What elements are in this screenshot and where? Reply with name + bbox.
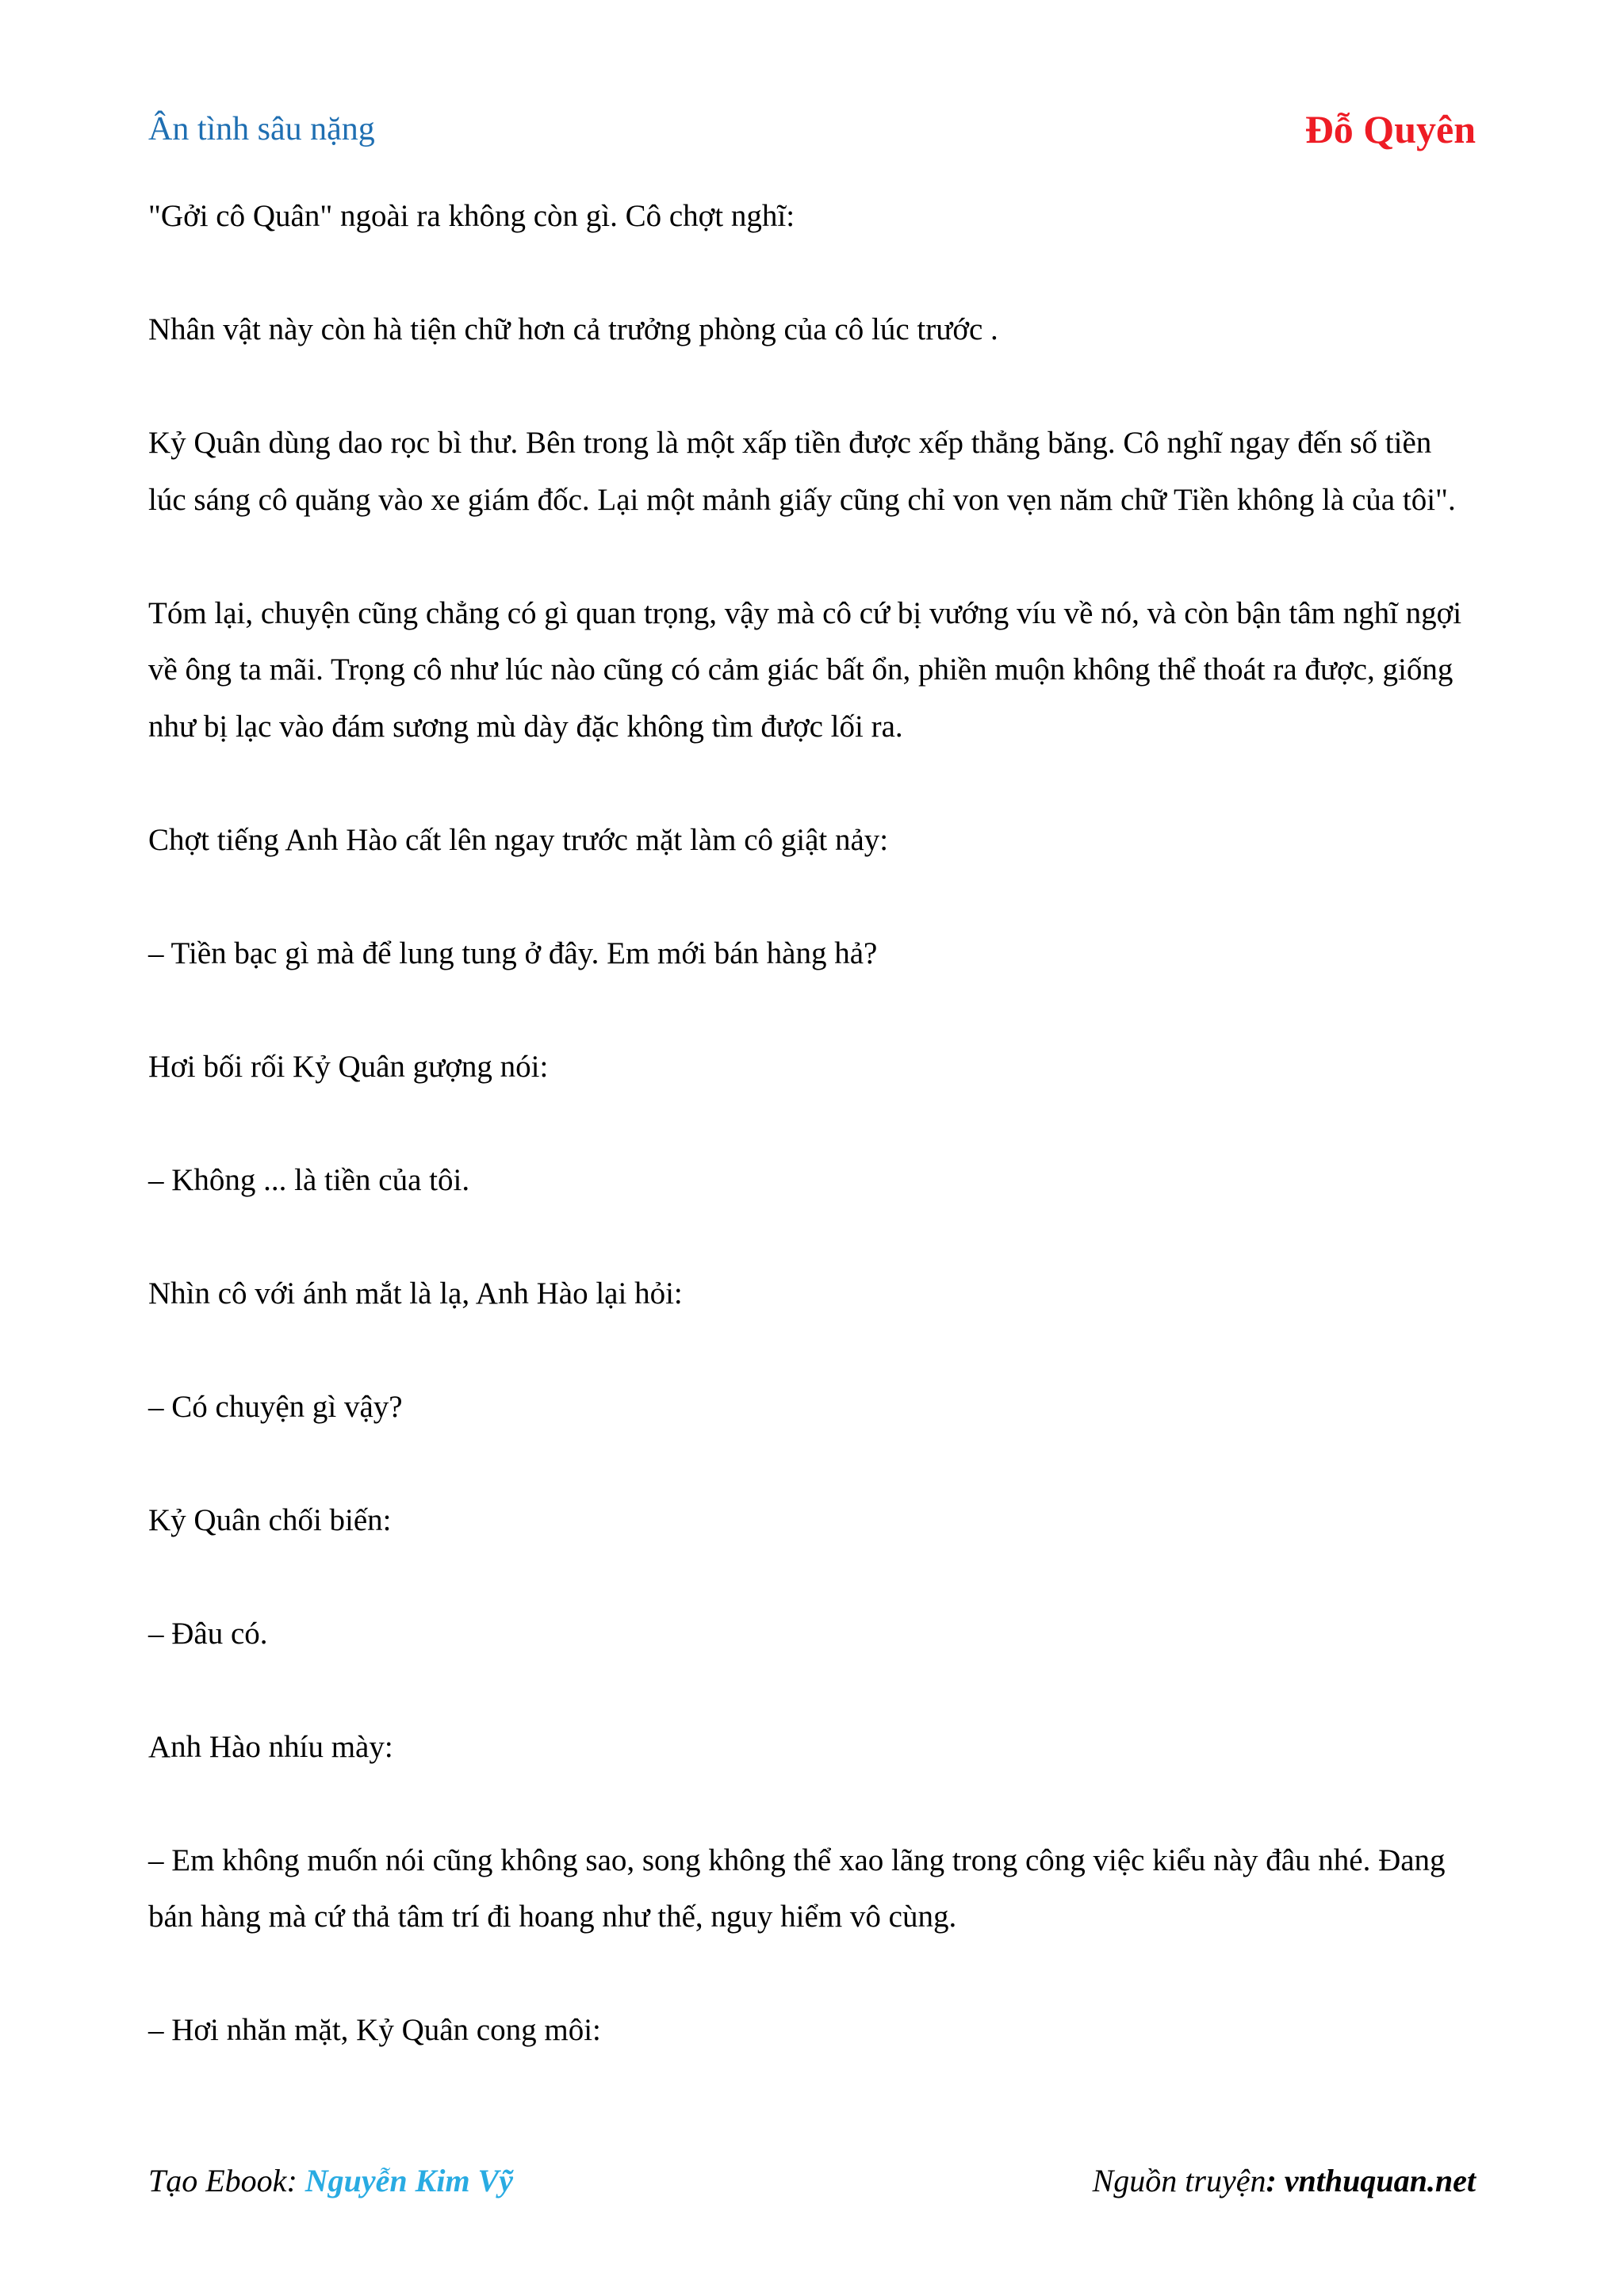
- book-author: Đỗ Quyên: [1304, 107, 1476, 151]
- book-title: Ân tình sâu nặng: [148, 111, 375, 147]
- paragraph: – Không ... là tiền của tôi.: [148, 1162, 470, 1197]
- paragraph: – Đâu có.: [148, 1616, 268, 1651]
- page-footer: [148, 2153, 1476, 2209]
- paragraph: – Có chuyện gì vậy?: [148, 1389, 403, 1424]
- paragraph: Tóm lại, chuyện cũng chẳng có gì quan trọng, vậy mà cô cứ bị vướng víu về nó, và còn bận tâm nghĩ ngợi về ông ta mãi. Trọng cô như lúc nào cũng có cảm giác bất ổn, phiền muộn không thể thoát ra được, giống như bị lạc vào đám sương mù dày đặc không tìm được lối ra.: [148, 595, 1462, 744]
- ebook-creator-name: Nguyễn Kim Vỹ: [304, 2163, 513, 2198]
- paragraph: – Hơi nhăn mặt, Kỷ Quân cong môi:: [148, 2013, 601, 2047]
- page-header: [148, 101, 1476, 157]
- paragraph: "Gởi cô Quân" ngoài ra không còn gì. Cô chợt nghĩ:: [148, 199, 795, 233]
- paragraph: Kỷ Quân chối biến:: [148, 1502, 392, 1537]
- paragraph: Nhân vật này còn hà tiện chữ hơn cả trưởng phòng của cô lúc trước .: [148, 312, 998, 346]
- paragraph: Kỷ Quân dùng dao rọc bì thư. Bên trong là một xấp tiền được xếp thẳng băng. Cô nghĩ ngay đến số tiền lúc sáng cô quăng vào xe giám đốc. Lại một mảnh giấy cũng chỉ von vẹn năm chữ Tiền không là của tôi".: [148, 426, 1456, 517]
- paragraph: Anh Hào nhíu mày:: [148, 1729, 393, 1764]
- source-label: Nguồn truyện: [1092, 2163, 1266, 2198]
- page-content: [148, 188, 1476, 2115]
- paragraph: – Em không muốn nói cũng không sao, song không thể xao lãng trong công việc kiểu này đâu nhé. Đang bán hàng mà cứ thả tâm trí đi hoang như thế, nguy hiểm vô cùng.: [148, 1843, 1446, 1934]
- source-credit: Nguồn truyện: vnthuquan.net: [1092, 2163, 1476, 2198]
- ebook-credit: Tạo Ebook: Nguyễn Kim Vỹ: [148, 2163, 513, 2198]
- paragraph: – Tiền bạc gì mà để lung tung ở đây. Em mới bán hàng hả?: [148, 936, 878, 970]
- paragraph: Hơi bối rối Kỷ Quân gượng nói:: [148, 1049, 549, 1084]
- ebook-label: Tạo Ebook: [148, 2163, 287, 2198]
- source-site: vnthuquan.net: [1284, 2163, 1476, 2198]
- paragraph: Nhìn cô với ánh mắt là lạ, Anh Hào lại hỏi:: [148, 1276, 683, 1311]
- paragraph: Chợt tiếng Anh Hào cất lên ngay trước mặt làm cô giật nảy:: [148, 822, 889, 857]
